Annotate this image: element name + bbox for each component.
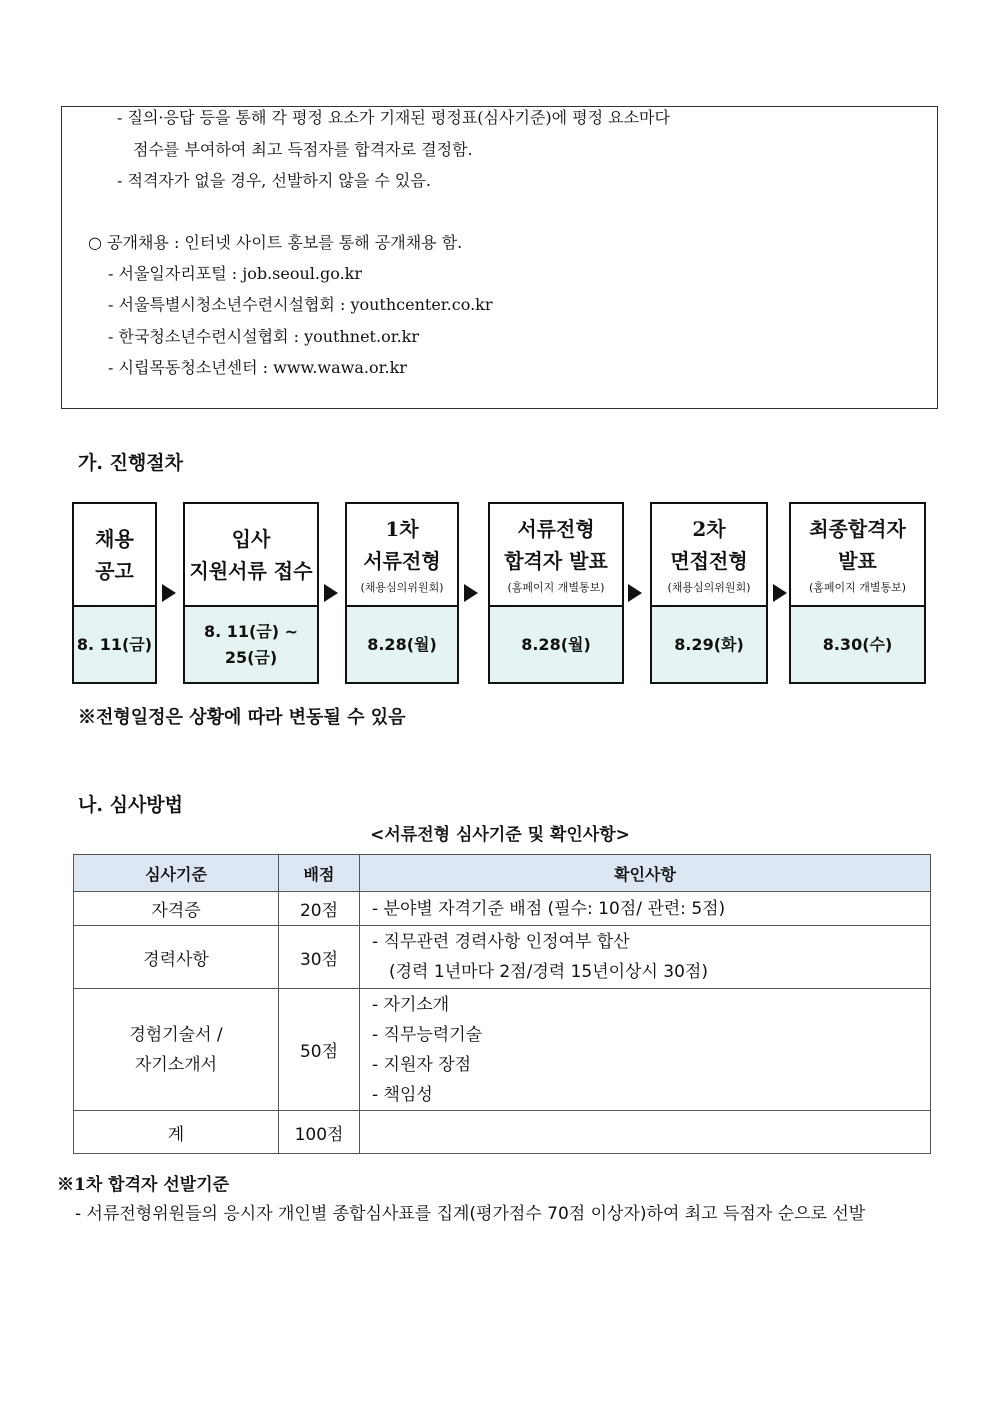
box-line-8: - 시립목동청소년센터 : www.wawa.or.kr <box>108 358 407 377</box>
table-row <box>74 989 931 1111</box>
box-line-7: - 한국청소년수련시설협회 : youthnet.or.kr <box>108 327 420 346</box>
step-4 <box>488 502 624 684</box>
row-score: 100점 <box>279 1111 360 1154</box>
table-header-row <box>74 855 931 892</box>
step-4-line2: 합격자 발표 <box>504 548 608 573</box>
step-6-date: 8.30(수) <box>822 634 893 654</box>
row-items-empty <box>360 1111 931 1154</box>
step-4-line1: 서류전형 <box>517 516 595 541</box>
row-score: 50점 <box>279 989 360 1111</box>
table-row <box>74 1111 931 1154</box>
box-line-4: ○ 공개채용 : 인터넷 사이트 홍보를 통해 공개채용 함. <box>88 233 463 252</box>
row-item: - 지원자 장점 <box>372 1054 472 1075</box>
step-6-line1: 최종합격자 <box>809 516 906 541</box>
table-row <box>74 892 931 926</box>
step-3-sub: (채용심의위원회) <box>360 580 444 594</box>
step-2 <box>183 502 319 684</box>
step-6 <box>789 502 926 684</box>
step-1-date: 8. 11(금) <box>76 634 153 654</box>
section-a-title: 가. 진행절차 <box>78 452 183 474</box>
step-2-line2: 지원서류 접수 <box>189 558 313 583</box>
section-b-title: 나. 심사방법 <box>78 794 183 816</box>
header-score: 배점 <box>279 855 360 892</box>
step-4-sub: (홈페이지 개별통보) <box>507 580 605 594</box>
box-line-2: 점수를 부여하여 최고 득점자를 합격자로 결정함. <box>133 140 473 159</box>
step-3-line2: 서류전형 <box>363 548 441 573</box>
row-criteria: 계 <box>74 1111 279 1154</box>
step-5-line1: 2차 <box>692 516 726 541</box>
table-caption: <서류전형 심사기준 및 확인사항> <box>370 825 630 845</box>
step-2-date: 8. 11(금) ~ 25(금) <box>203 621 299 667</box>
schedule-note: ※전형일정은 상황에 따라 변동될 수 있음 <box>78 707 406 728</box>
arrow-icon <box>773 584 787 602</box>
table-row <box>74 926 931 989</box>
step-3-date: 8.28(월) <box>367 634 437 654</box>
arrow-icon <box>324 584 338 602</box>
row-item: - 자기소개 <box>372 994 450 1015</box>
row-item: - 분야별 자격기준 배점 (필수: 10점/ 관련: 5점) <box>360 892 931 926</box>
row-item: (경력 1년마다 2점/경력 15년이상시 30점) <box>389 962 708 982</box>
box-line-5: - 서울일자리포털 : job.seoul.go.kr <box>108 264 363 283</box>
criteria-table <box>73 854 931 1154</box>
step-1-line1: 채용 <box>95 526 134 551</box>
box-line-1: - 질의·응답 등을 통해 각 평정 요소가 기재된 평정표(심사기준)에 평정 요소마다 <box>117 108 670 127</box>
row-item: - 직무관련 경력사항 인정여부 합산 <box>372 932 630 952</box>
row-items <box>360 926 931 989</box>
row-items <box>360 989 931 1111</box>
step-6-line2: 발표 <box>838 548 877 573</box>
step-5-date: 8.29(화) <box>674 634 744 654</box>
arrow-icon <box>162 584 176 602</box>
row-item: - 책임성 <box>372 1084 433 1105</box>
selection-text: - 서류전형위원들의 응시자 개인별 종합심사표를 집계(평가점수 70점 이상자)하여 최고 득점자 순으로 선발 <box>75 1204 866 1224</box>
row-criteria: 경력사항 <box>74 926 279 989</box>
step-1 <box>72 502 157 684</box>
step-4-date: 8.28(월) <box>521 634 591 654</box>
step-5-line2: 면접전형 <box>670 548 748 573</box>
arrow-icon <box>464 584 478 602</box>
row-criteria-line2: 자기소개서 <box>134 1054 218 1075</box>
row-criteria-line1: 경험기술서 / <box>129 1024 223 1045</box>
step-6-sub: (홈페이지 개별통보) <box>808 580 907 594</box>
arrow-icon <box>628 584 642 602</box>
step-1-line2: 공고 <box>95 558 134 583</box>
header-criteria: 심사기준 <box>74 855 279 892</box>
row-item: - 직무능력기술 <box>372 1024 483 1045</box>
step-2-line1: 입사 <box>231 526 271 551</box>
box-line-3: - 적격자가 없을 경우, 선발하지 않을 수 있음. <box>117 171 431 190</box>
selection-title: ※1차 합격자 선발기준 <box>57 1175 230 1195</box>
row-score: 20점 <box>279 892 360 926</box>
header-items: 확인사항 <box>360 855 931 892</box>
step-5 <box>650 502 768 684</box>
row-criteria: 자격증 <box>74 892 279 926</box>
step-5-sub: (채용심의위원회) <box>667 580 751 594</box>
box-line-6: - 서울특별시청소년수련시설협회 : youthcenter.co.kr <box>108 295 493 314</box>
step-3 <box>345 502 459 684</box>
step-3-line1: 1차 <box>385 516 419 541</box>
row-score: 30점 <box>279 926 360 989</box>
row-criteria <box>74 989 279 1111</box>
